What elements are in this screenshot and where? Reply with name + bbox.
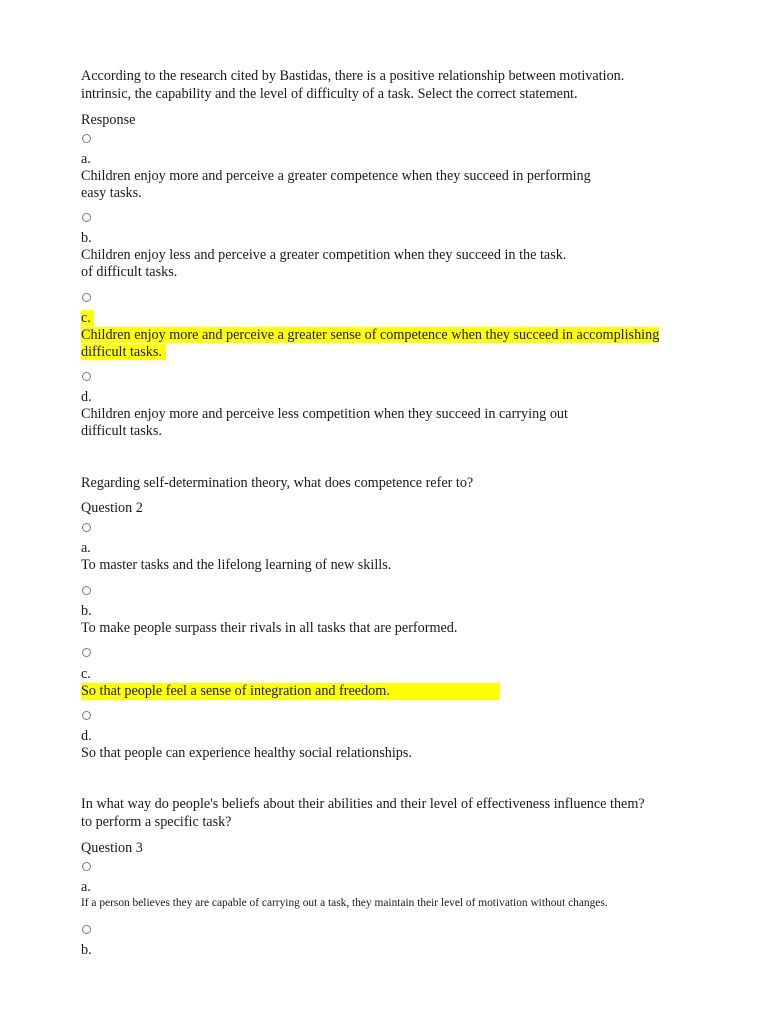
option-2b-radio[interactable]: [82, 586, 91, 595]
option-2c-text-line-1-highlight: So that people feel a sense of integration and freedom.: [81, 683, 500, 700]
option-1a-letter: a.: [81, 151, 91, 167]
option-2b-text-line-1: To make people surpass their rivals in all tasks that are performed.: [81, 620, 458, 636]
option-1b-radio[interactable]: [82, 213, 91, 222]
question-2-label: Question 2: [81, 500, 143, 516]
option-1d-text-line-1: Children enjoy more and perceive less competition when they succeed in carrying out: [81, 406, 568, 422]
option-2d-radio[interactable]: [82, 711, 91, 720]
option-2c-radio[interactable]: [82, 648, 91, 657]
option-1b-text-line-2: of difficult tasks.: [81, 264, 178, 280]
option-1a-radio[interactable]: [82, 134, 91, 143]
option-3a-text-line-1: If a person believes they are capable of carrying out a task, they maintain their level of motivation without changes.: [81, 897, 608, 909]
option-2d-letter: d.: [81, 728, 92, 744]
option-2a-radio[interactable]: [82, 523, 91, 532]
question-1-prompt-line-2: intrinsic, the capability and the level of difficulty of a task. Select the correct statement.: [81, 86, 578, 102]
question-3-label: Question 3: [81, 840, 143, 856]
option-1b-text-line-1: Children enjoy less and perceive a greater competition when they succeed in the task.: [81, 247, 567, 263]
option-3a-letter: a.: [81, 879, 91, 895]
question-3-prompt-line-1: In what way do people's beliefs about their abilities and their level of effectiveness influence them?: [81, 796, 645, 812]
option-1d-radio[interactable]: [82, 372, 91, 381]
option-1c-text-line-1: [81, 327, 659, 344]
option-1a-text-line-1: Children enjoy more and perceive a greater competence when they succeed in performing: [81, 168, 591, 184]
option-2b-letter: b.: [81, 603, 92, 619]
option-2c-letter: c.: [81, 666, 91, 682]
option-1c-radio[interactable]: [82, 293, 91, 302]
option-3b-radio[interactable]: [82, 925, 91, 934]
option-1c-letter-highlight: c.: [81, 310, 94, 326]
question-1-prompt-line-1: According to the research cited by Bastidas, there is a positive relationship between motivation.: [81, 68, 625, 84]
option-1a-text-line-2: easy tasks.: [81, 185, 142, 201]
option-1c-text-line-2: [81, 344, 166, 361]
option-1c-text-line-2-highlight: difficult tasks.: [81, 344, 166, 360]
option-2c-text-line-1: [81, 683, 500, 700]
option-2d-text-line-1: So that people can experience healthy social relationships.: [81, 745, 412, 761]
option-1b-letter: b.: [81, 230, 92, 246]
option-3b-letter: b.: [81, 942, 92, 958]
option-1c-text-line-1-highlight: Children enjoy more and perceive a greater sense of competence when they succeed in accomplishing: [81, 327, 660, 343]
option-1d-text-line-2: difficult tasks.: [81, 423, 162, 439]
option-2a-letter: a.: [81, 540, 91, 556]
question-1-label: Response: [81, 112, 136, 128]
option-2a-text-line-1: To master tasks and the lifelong learning of new skills.: [81, 557, 392, 573]
option-1c-letter: [81, 310, 94, 327]
option-3a-radio[interactable]: [82, 862, 91, 871]
option-1d-letter: d.: [81, 389, 92, 405]
question-2-prompt-line-1: Regarding self-determination theory, what does competence refer to?: [81, 475, 474, 491]
question-3-prompt-line-2: to perform a specific task?: [81, 814, 232, 830]
